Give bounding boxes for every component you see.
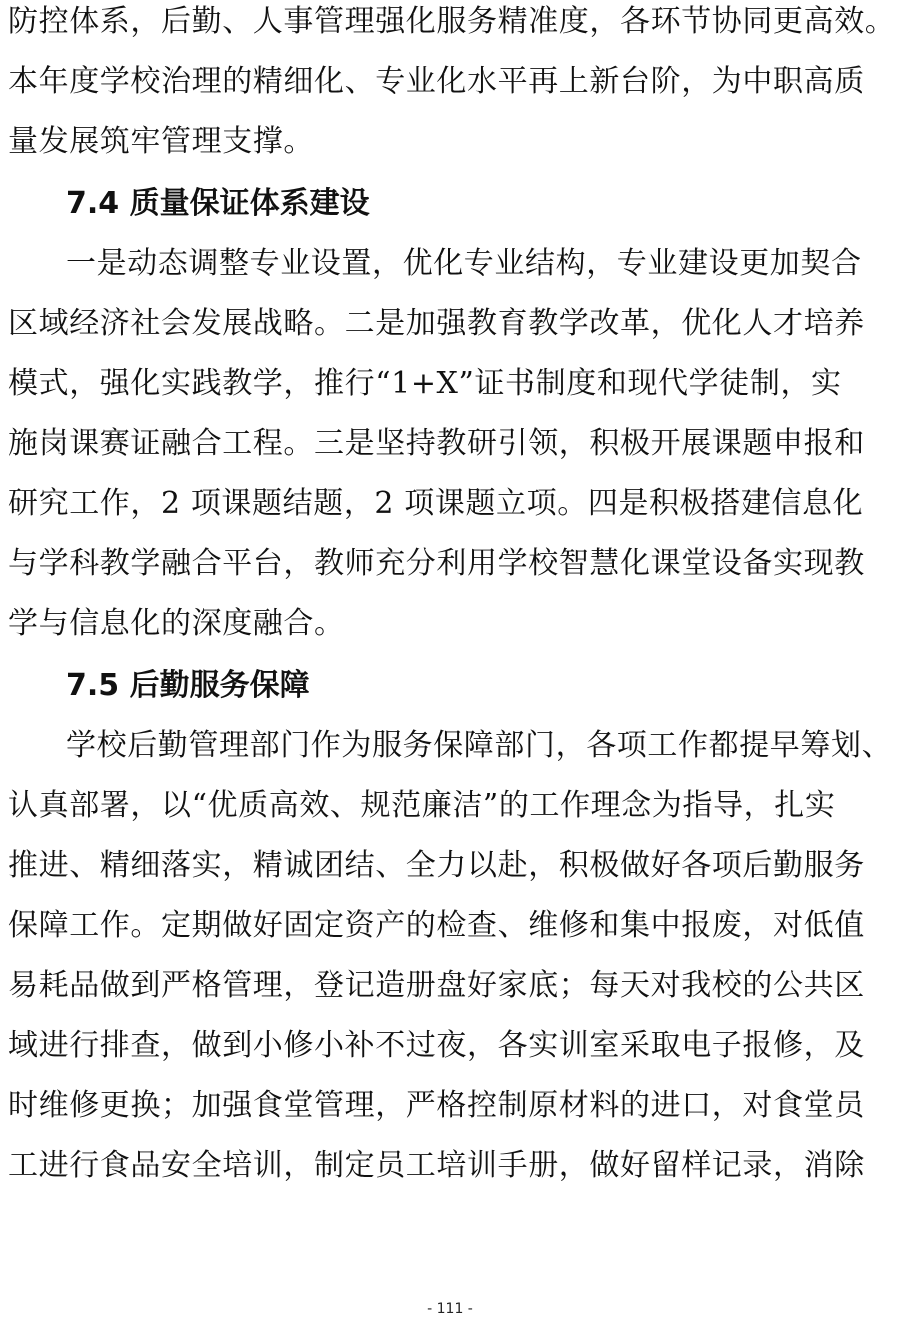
paragraph-line: 施岗课赛证融合工程。三是坚持教研引领，积极开展课题申报和 (8, 426, 865, 461)
paragraph-line: 学校后勤管理部门作为服务保障部门，各项工作都提早筹划、 (66, 728, 893, 763)
section-heading-7-5: 7.5 后勤服务保障 (66, 668, 310, 703)
paragraph-line: 防控体系，后勤、人事管理强化服务精准度，各环节协同更高效。 (8, 4, 896, 39)
paragraph-line: 学与信息化的深度融合。 (8, 606, 345, 641)
paragraph-line: 区域经济社会发展战略。二是加强教育教学改革，优化人才培养 (8, 306, 865, 341)
paragraph-line: 域进行排查，做到小修小补不过夜，各实训室采取电子报修，及 (8, 1028, 865, 1063)
paragraph-line: 量发展筑牢管理支撑。 (8, 124, 314, 159)
paragraph-line: 推进、精细落实，精诚团结、全力以赴，积极做好各项后勤服务 (8, 848, 865, 883)
page-number: - 111 - (427, 1301, 473, 1317)
paragraph-line: 与学科教学融合平台，教师充分利用学校智慧化课堂设备实现教 (8, 546, 865, 581)
paragraph-line: 研究工作，2 项课题结题，2 项课题立项。四是积极搭建信息化 (8, 486, 864, 521)
paragraph-line: 认真部署，以“优质高效、规范廉洁”的工作理念为指导，扎实 (8, 788, 836, 823)
paragraph-line: 模式，强化实践教学，推行“1+X”证书制度和现代学徒制，实 (8, 366, 842, 401)
paragraph-line: 时维修更换；加强食堂管理，严格控制原材料的进口，对食堂员 (8, 1088, 865, 1123)
paragraph-line: 一是动态调整专业设置，优化专业结构，专业建设更加契合 (66, 246, 862, 281)
paragraph-line: 保障工作。定期做好固定资产的检查、维修和集中报废，对低值 (8, 908, 865, 943)
paragraph-line: 工进行食品安全培训，制定员工培训手册，做好留样记录，消除 (8, 1148, 865, 1183)
paragraph-line: 易耗品做到严格管理，登记造册盘好家底；每天对我校的公共区 (8, 968, 865, 1003)
paragraph-line: 本年度学校治理的精细化、专业化水平再上新台阶，为中职高质 (8, 64, 865, 99)
section-heading-7-4: 7.4 质量保证体系建设 (66, 186, 370, 221)
